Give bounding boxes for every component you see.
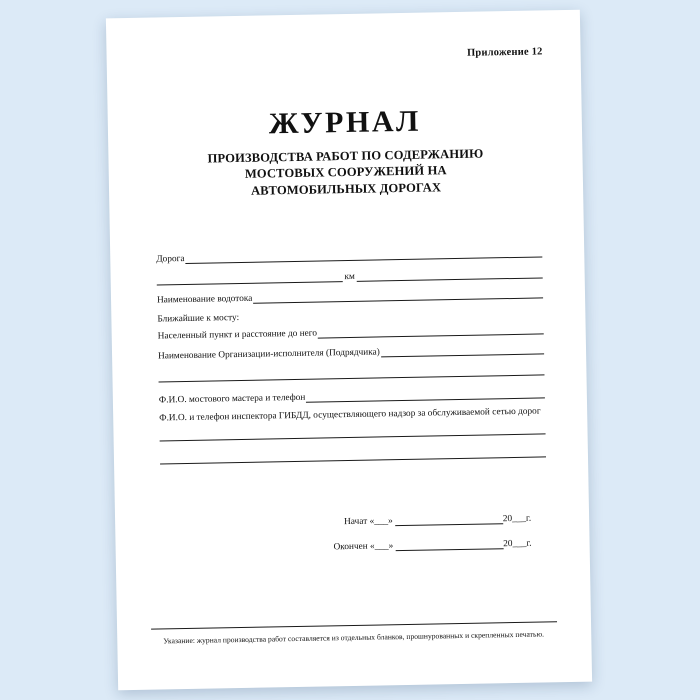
field-road bbox=[156, 246, 542, 265]
signoff-finished-month-input[interactable] bbox=[395, 537, 503, 551]
field-road-label: Дорога bbox=[156, 254, 185, 265]
field-settlement-input[interactable] bbox=[318, 322, 544, 338]
document-sheet bbox=[106, 10, 592, 691]
field-km-label: км bbox=[344, 271, 355, 282]
field-watercourse bbox=[157, 287, 543, 306]
field-bridge-master bbox=[159, 386, 545, 405]
field-watercourse-input[interactable] bbox=[253, 287, 543, 304]
field-inspector-input-line2[interactable] bbox=[160, 445, 546, 464]
signoff-finished-label: Окончен «___» bbox=[333, 540, 394, 552]
document-subtitle-line-1: ПРОИЗВОДСТВА РАБОТ ПО СОДЕРЖАНИЮ bbox=[207, 146, 484, 166]
field-inspector-line-2 bbox=[160, 445, 546, 464]
field-contractor-input[interactable] bbox=[381, 343, 544, 358]
field-road-input[interactable] bbox=[185, 246, 542, 265]
signoff-started bbox=[149, 511, 533, 530]
field-contractor bbox=[158, 343, 544, 362]
document-subtitle-line-3: АВТОМОБИЛЬНЫХ ДОРОГАХ bbox=[250, 180, 442, 198]
field-nearest-heading: Ближайшие к мосту: bbox=[157, 312, 240, 325]
field-km-input-left[interactable] bbox=[157, 270, 343, 285]
appendix-number: Приложение 12 bbox=[466, 46, 543, 59]
document-page bbox=[106, 10, 592, 691]
document-subtitle-line-2: МОСТОВЫХ СООРУЖЕНИЙ НА bbox=[244, 163, 447, 181]
document-subtitle bbox=[142, 144, 549, 201]
signoff-block bbox=[149, 511, 556, 555]
field-bridge-master-label: Ф.И.О. мостового мастера и телефон bbox=[158, 392, 306, 406]
field-contractor-label: Наименование Организации-исполнителя (Подрядчика) bbox=[158, 347, 380, 362]
footer-note: Указание: журнал производства работ составляется из отдельных бланков, прошнурованных и скрепленных печатью. bbox=[151, 621, 557, 646]
field-contractor-continuation bbox=[158, 363, 544, 382]
field-inspector-line-1 bbox=[159, 422, 545, 441]
field-settlement bbox=[158, 322, 544, 341]
signoff-started-label: Начат «___» bbox=[344, 515, 393, 527]
signoff-started-year: 20___г. bbox=[502, 513, 532, 524]
field-inspector-input-line1[interactable] bbox=[159, 422, 545, 441]
signoff-finished-year: 20___г. bbox=[503, 538, 532, 549]
title-block bbox=[142, 103, 550, 201]
form-fields bbox=[144, 246, 554, 465]
field-contractor-input-line2[interactable] bbox=[158, 363, 544, 382]
field-km-input-right[interactable] bbox=[357, 266, 543, 281]
signoff-started-month-input[interactable] bbox=[395, 512, 503, 526]
field-bridge-master-input[interactable] bbox=[306, 386, 545, 402]
field-watercourse-label: Наименование водотока bbox=[156, 293, 253, 306]
field-settlement-label: Населенный пункт и расстояние до него bbox=[157, 328, 318, 342]
field-km bbox=[157, 266, 543, 285]
field-inspector-label: Ф.И.О. и телефон инспектора ГИБДД, осуществляющего надзор за обслуживаемой сетью дорог bbox=[159, 406, 541, 424]
document-title: ЖУРНАЛ bbox=[268, 104, 422, 141]
signoff-finished bbox=[150, 536, 534, 555]
